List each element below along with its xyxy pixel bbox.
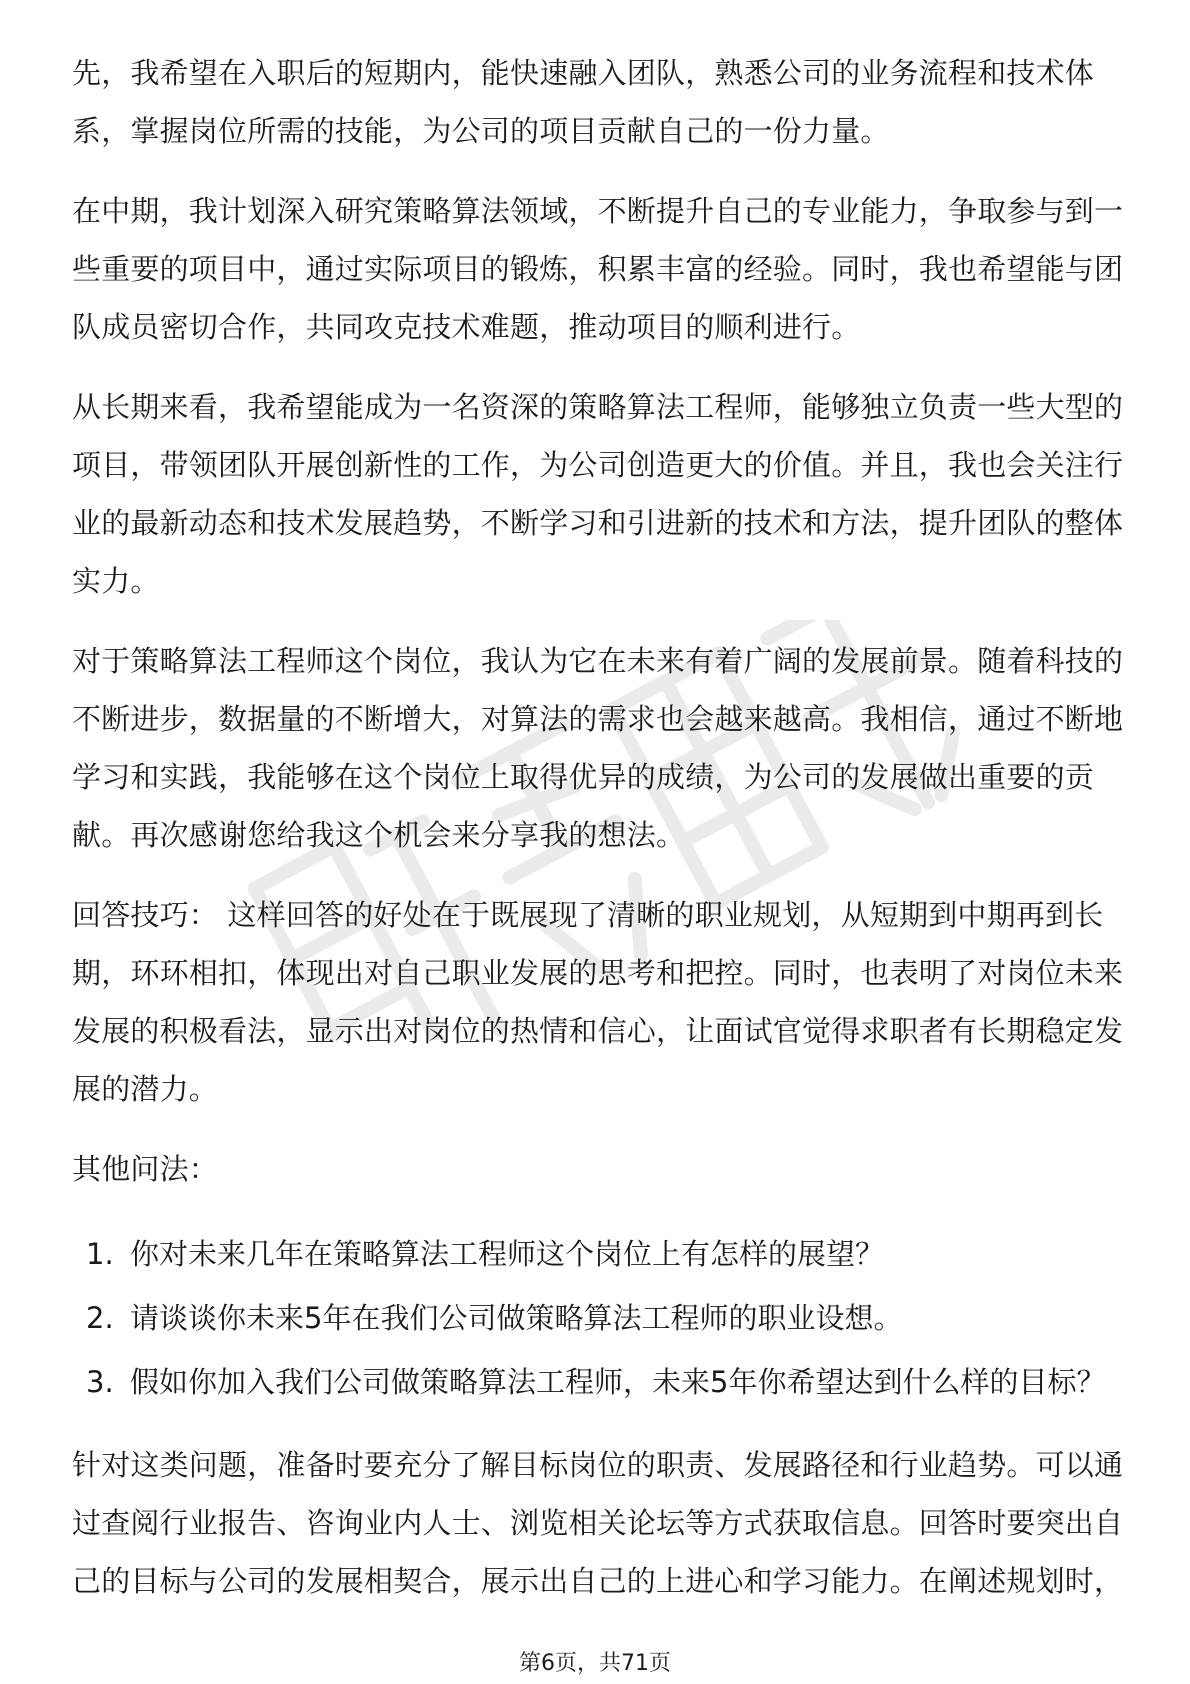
list-number: 3. [86,1365,114,1399]
paragraph-outlook: 对于策略算法工程师这个岗位，我认为它在未来有着广阔的发展前景。随着科技的不断进步，数据量的不断增大，对算法的需求也会越来越高。我相信，通过不断地学习和实践，我能够在这个岗位上取得优异的成绩，为公司的发展做出重要的贡献。再次感谢您给我这个机会来分享我的想法。 [72,644,1124,852]
paragraph-short-term: 先，我希望在入职后的短期内，能快速融入团队，熟悉公司的业务流程和技术体系，掌握岗位所需的技能，为公司的项目贡献自己的一份力量。 [72,56,1095,148]
list-text: 请谈谈你未来5年在我们公司做策略算法工程师的职业设想。 [130,1301,903,1335]
list-text: 假如你加入我们公司做策略算法工程师，未来5年你希望达到什么样的目标？ [130,1365,1106,1399]
list-number: 2. [86,1301,114,1335]
paragraph-closing: 针对这类问题，准备时要充分了解目标岗位的职责、发展路径和行业趋势。可以通过查阅行业报告、咨询业内人士、浏览相关论坛等方式获取信息。回答时要突出自己的目标与公司的发展相契合，展示出自己的上进心和学习能力。在阐述规划时， [72,1448,1124,1598]
paragraph-mid-term: 在中期，我计划深入研究策略算法领域，不断提升自己的专业能力，争取参与到一些重要的项目中，通过实际项目的锻炼，积累丰富的经验。同时，我也希望能与团队成员密切合作，共同攻克技术难题，推动项目的顺利进行。 [72,194,1124,344]
list-item [72,1350,1124,1414]
page-footer: 第6页，共71页 [519,1651,671,1676]
question-list [72,1222,1124,1414]
document-body [72,44,1124,1632]
list-item [72,1222,1124,1286]
list-item [72,1286,1124,1350]
list-number: 1. [86,1237,114,1271]
paragraph-answer-tips: 回答技巧： 这样回答的好处在于既展现了清晰的职业规划，从短期到中期再到长期，环环相扣，体现出对自己职业发展的思考和把控。同时，也表明了对岗位未来发展的积极看法，显示出对岗位的热情和信心，让面试官觉得求职者有长期稳定发展的潜力。 [72,898,1124,1106]
paragraph-long-term: 从长期来看，我希望能成为一名资深的策略算法工程师，能够独立负责一些大型的项目，带领团队开展创新性的工作，为公司创造更大的价值。并且，我也会关注行业的最新动态和技术发展趋势，不断学习和引进新的技术和方法，提升团队的整体实力。 [72,390,1124,598]
other-questions-heading: 其他问法： [72,1152,219,1186]
list-text: 你对未来几年在策略算法工程师这个岗位上有怎样的展望？ [130,1237,885,1271]
